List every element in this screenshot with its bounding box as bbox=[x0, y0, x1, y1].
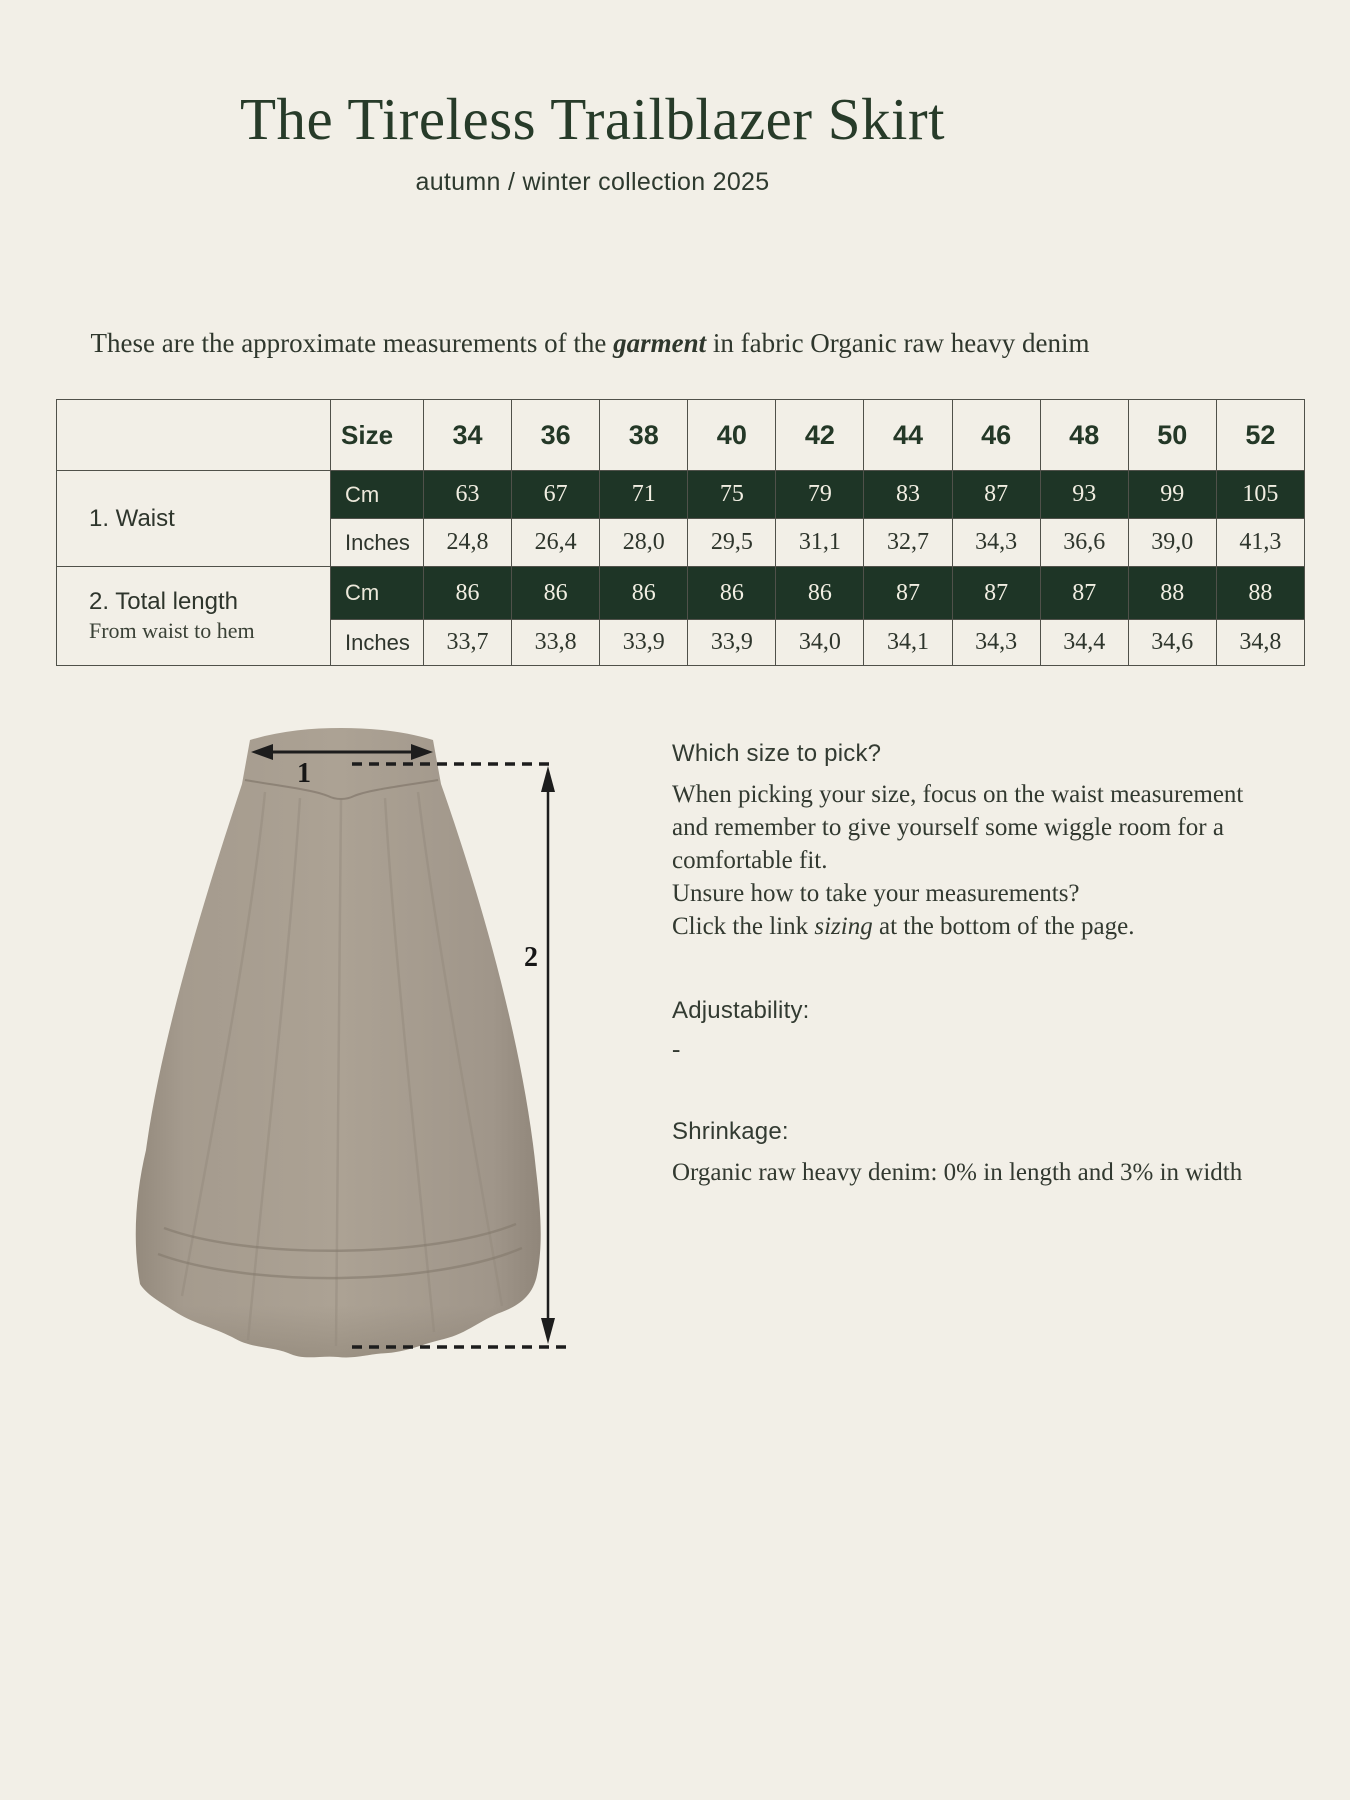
waist-cm-value: 83 bbox=[864, 471, 952, 519]
paragraph-line: When picking your size, focus on the waist measurement bbox=[672, 781, 1244, 808]
waist-in-value: 26,4 bbox=[512, 519, 600, 567]
size-header-cell: 52 bbox=[1216, 400, 1304, 471]
adjustability-value: - bbox=[672, 1036, 681, 1063]
waist-cm-value: 75 bbox=[688, 471, 776, 519]
length-cm-value: 87 bbox=[864, 567, 952, 620]
table-corner-cell bbox=[57, 400, 331, 471]
link-line-suffix: at the bottom of the page. bbox=[872, 913, 1135, 940]
length-cm-value: 86 bbox=[688, 567, 776, 620]
length-cm-value: 88 bbox=[1128, 567, 1216, 620]
waist-cm-value: 105 bbox=[1216, 471, 1304, 519]
length-in-value: 33,9 bbox=[600, 620, 688, 666]
length-cm-value: 88 bbox=[1216, 567, 1304, 620]
length-marker-label: 2 bbox=[524, 942, 538, 973]
waist-row-label bbox=[57, 471, 331, 567]
unit-cell-inches: Inches bbox=[331, 620, 424, 666]
size-header-cell: 44 bbox=[864, 400, 952, 471]
length-cm-value: 86 bbox=[600, 567, 688, 620]
waist-in-value: 34,3 bbox=[952, 519, 1040, 567]
length-cm-row bbox=[57, 567, 1305, 620]
length-cm-value: 86 bbox=[512, 567, 600, 620]
length-cm-value: 87 bbox=[1040, 567, 1128, 620]
size-header-cell: 50 bbox=[1128, 400, 1216, 471]
intro-text bbox=[0, 328, 1180, 359]
paragraph-line: comfortable fit. bbox=[672, 847, 828, 874]
info-column bbox=[672, 740, 1312, 1189]
shrinkage-value: Organic raw heavy denim: 0% in length and 3% in width bbox=[672, 1159, 1243, 1186]
table-header-row bbox=[57, 400, 1305, 471]
waist-cm-value: 67 bbox=[512, 471, 600, 519]
waist-cm-value: 93 bbox=[1040, 471, 1128, 519]
size-label-cell: Size bbox=[331, 400, 424, 471]
length-in-value: 34,8 bbox=[1216, 620, 1304, 666]
size-pick-paragraph bbox=[672, 778, 1312, 943]
adjustability-heading: Adjustability: bbox=[672, 997, 810, 1024]
skirt-illustration bbox=[100, 700, 580, 1380]
link-line-prefix: Click the link bbox=[672, 913, 815, 940]
size-header-cell: 38 bbox=[600, 400, 688, 471]
unit-cell-inches: Inches bbox=[331, 519, 424, 567]
waist-marker-label: 1 bbox=[297, 758, 311, 789]
waist-in-value: 32,7 bbox=[864, 519, 952, 567]
size-header-cell: 48 bbox=[1040, 400, 1128, 471]
length-in-value: 34,6 bbox=[1128, 620, 1216, 666]
skirt-shape bbox=[136, 728, 541, 1357]
sizing-link[interactable]: sizing bbox=[814, 913, 873, 940]
length-cm-value: 86 bbox=[424, 567, 512, 620]
length-in-value: 34,1 bbox=[864, 620, 952, 666]
intro-suffix: in fabric Organic raw heavy denim bbox=[706, 328, 1090, 358]
waist-cm-value: 99 bbox=[1128, 471, 1216, 519]
length-arrow bbox=[541, 766, 555, 1344]
paragraph-line: and remember to give yourself some wiggle room for a bbox=[672, 814, 1224, 841]
waist-in-value: 31,1 bbox=[776, 519, 864, 567]
waist-cm-value: 71 bbox=[600, 471, 688, 519]
length-in-value: 34,0 bbox=[776, 620, 864, 666]
size-table bbox=[56, 399, 1305, 666]
header bbox=[0, 84, 1185, 198]
size-header-cell: 34 bbox=[424, 400, 512, 471]
waist-in-value: 41,3 bbox=[1216, 519, 1304, 567]
size-header-cell: 36 bbox=[512, 400, 600, 471]
unit-cell-cm: Cm bbox=[331, 567, 424, 620]
length-in-value: 34,3 bbox=[952, 620, 1040, 666]
waist-cm-value: 87 bbox=[952, 471, 1040, 519]
size-pick-heading: Which size to pick? bbox=[672, 740, 882, 767]
waist-in-value: 28,0 bbox=[600, 519, 688, 567]
waist-in-value: 36,6 bbox=[1040, 519, 1128, 567]
length-cm-value: 87 bbox=[952, 567, 1040, 620]
length-cm-value: 86 bbox=[776, 567, 864, 620]
page-subtitle: autumn / winter collection 2025 bbox=[415, 168, 770, 196]
paragraph-line: Unsure how to take your measurements? bbox=[672, 880, 1080, 907]
waist-cm-row bbox=[57, 471, 1305, 519]
length-in-value: 33,9 bbox=[688, 620, 776, 666]
size-header-cell: 42 bbox=[776, 400, 864, 471]
waist-cm-value: 79 bbox=[776, 471, 864, 519]
size-header-cell: 40 bbox=[688, 400, 776, 471]
waist-in-value: 39,0 bbox=[1128, 519, 1216, 567]
intro-emphasis: garment bbox=[613, 328, 707, 358]
waist-cm-value: 63 bbox=[424, 471, 512, 519]
waist-in-value: 29,5 bbox=[688, 519, 776, 567]
unit-cell-cm: Cm bbox=[331, 471, 424, 519]
length-sublabel: From waist to hem bbox=[89, 618, 255, 643]
waist-label: 1. Waist bbox=[89, 504, 175, 532]
sizing-link-line bbox=[672, 910, 1312, 943]
waist-in-value: 24,8 bbox=[424, 519, 512, 567]
page-title: The Tireless Trailblazer Skirt bbox=[240, 86, 945, 152]
length-in-value: 34,4 bbox=[1040, 620, 1128, 666]
shrinkage-heading: Shrinkage: bbox=[672, 1118, 789, 1145]
length-label: 2. Total length bbox=[89, 588, 239, 615]
length-in-value: 33,7 bbox=[424, 620, 512, 666]
intro-prefix: These are the approximate measurements of the bbox=[90, 328, 614, 358]
length-row-label bbox=[57, 567, 331, 666]
length-in-value: 33,8 bbox=[512, 620, 600, 666]
size-header-cell: 46 bbox=[952, 400, 1040, 471]
